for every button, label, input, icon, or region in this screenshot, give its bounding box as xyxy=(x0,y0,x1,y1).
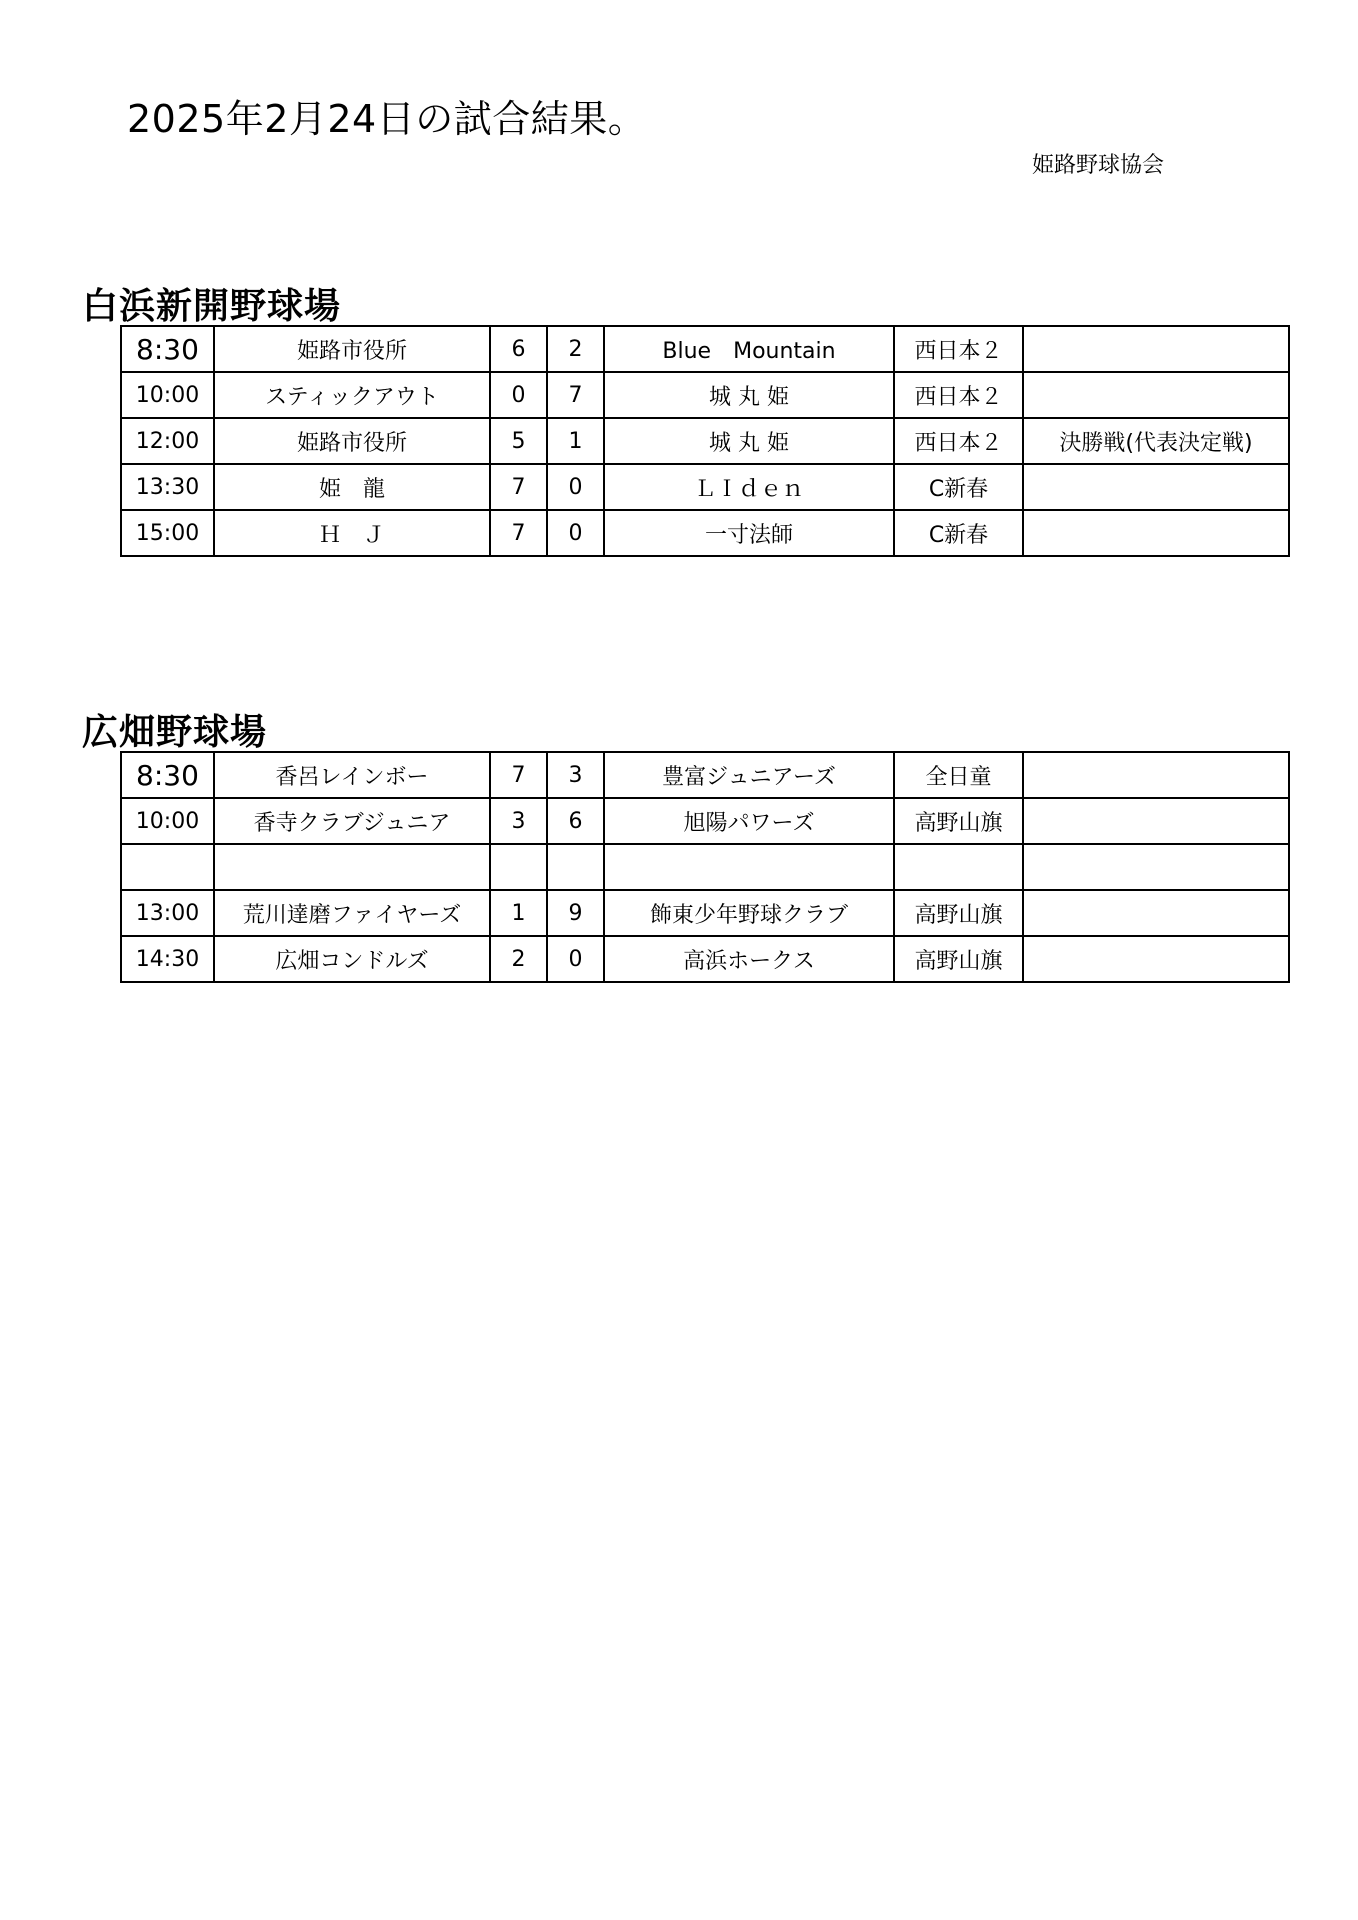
time-cell: 10:00 xyxy=(121,798,214,844)
note-cell xyxy=(1023,752,1289,798)
score1-cell: 7 xyxy=(490,752,547,798)
table-row xyxy=(121,798,1289,844)
team1-cell: 香寺クラブジュニア xyxy=(214,798,490,844)
score1-cell: 7 xyxy=(490,464,547,510)
score1-cell: 2 xyxy=(490,936,547,982)
league-cell: 西日本２ xyxy=(894,418,1023,464)
score1-cell: 0 xyxy=(490,372,547,418)
score2-cell: 0 xyxy=(547,936,604,982)
score2-cell: 2 xyxy=(547,326,604,372)
league-cell: 高野山旗 xyxy=(894,890,1023,936)
time-cell: 13:30 xyxy=(121,464,214,510)
team1-cell: 姫路市役所 xyxy=(214,326,490,372)
table-row xyxy=(121,936,1289,982)
time-cell: 10:00 xyxy=(121,372,214,418)
team2-cell: 飾東少年野球クラブ xyxy=(604,890,894,936)
league-cell: 全日童 xyxy=(894,752,1023,798)
team1-cell: 姫路市役所 xyxy=(214,418,490,464)
time-cell: 12:00 xyxy=(121,418,214,464)
note-cell xyxy=(1023,844,1289,890)
team1-cell xyxy=(214,844,490,890)
league-cell: 高野山旗 xyxy=(894,936,1023,982)
note-cell xyxy=(1023,510,1289,556)
team2-cell: 城 丸 姫 xyxy=(604,418,894,464)
note-cell: 決勝戦(代表決定戦) xyxy=(1023,418,1289,464)
team2-cell: 豊富ジュニアーズ xyxy=(604,752,894,798)
organization-name: 姫路野球協会 xyxy=(1032,153,1165,178)
score1-cell xyxy=(490,844,547,890)
score2-cell: 1 xyxy=(547,418,604,464)
team1-cell: 広畑コンドルズ xyxy=(214,936,490,982)
team1-cell: 荒川達磨ファイヤーズ xyxy=(214,890,490,936)
score2-cell: 6 xyxy=(547,798,604,844)
note-cell xyxy=(1023,464,1289,510)
time-cell: 8:30 xyxy=(121,752,214,798)
score1-cell: 1 xyxy=(490,890,547,936)
team1-cell: 香呂レインボー xyxy=(214,752,490,798)
score2-cell: 3 xyxy=(547,752,604,798)
results-table-hirohata xyxy=(120,751,1290,983)
table-row xyxy=(121,752,1289,798)
table-row xyxy=(121,326,1289,372)
time-cell: 13:00 xyxy=(121,890,214,936)
team2-cell: 高浜ホークス xyxy=(604,936,894,982)
score2-cell: 7 xyxy=(547,372,604,418)
team2-cell xyxy=(604,844,894,890)
page-title: 2025年2月24日の試合結果。 xyxy=(127,97,647,141)
score2-cell: 0 xyxy=(547,510,604,556)
team2-cell: ＬＩｄｅｎ xyxy=(604,464,894,510)
league-cell: 西日本２ xyxy=(894,372,1023,418)
note-cell xyxy=(1023,372,1289,418)
note-cell xyxy=(1023,798,1289,844)
table-row xyxy=(121,844,1289,890)
team1-cell: スティックアウト xyxy=(214,372,490,418)
team2-cell: 一寸法師 xyxy=(604,510,894,556)
score1-cell: 3 xyxy=(490,798,547,844)
score2-cell: 0 xyxy=(547,464,604,510)
table-row xyxy=(121,510,1289,556)
note-cell xyxy=(1023,890,1289,936)
note-cell xyxy=(1023,326,1289,372)
score2-cell: 9 xyxy=(547,890,604,936)
score1-cell: 7 xyxy=(490,510,547,556)
table-row xyxy=(121,464,1289,510)
time-cell: 14:30 xyxy=(121,936,214,982)
league-cell: 西日本２ xyxy=(894,326,1023,372)
venue-title: 白浜新開野球場 xyxy=(82,286,342,327)
team2-cell: Blue Mountain xyxy=(604,326,894,372)
time-cell: 8:30 xyxy=(121,326,214,372)
venue-title: 広畑野球場 xyxy=(82,712,268,753)
results-table-shirahama xyxy=(120,325,1290,557)
table-row xyxy=(121,372,1289,418)
table-row xyxy=(121,418,1289,464)
team1-cell: Ｈ Ｊ xyxy=(214,510,490,556)
time-cell xyxy=(121,844,214,890)
table-row xyxy=(121,890,1289,936)
time-cell: 15:00 xyxy=(121,510,214,556)
note-cell xyxy=(1023,936,1289,982)
score1-cell: 6 xyxy=(490,326,547,372)
team1-cell: 姫 龍 xyxy=(214,464,490,510)
league-cell xyxy=(894,844,1023,890)
team2-cell: 城 丸 姫 xyxy=(604,372,894,418)
league-cell: C新春 xyxy=(894,510,1023,556)
league-cell: 高野山旗 xyxy=(894,798,1023,844)
league-cell: C新春 xyxy=(894,464,1023,510)
score1-cell: 5 xyxy=(490,418,547,464)
team2-cell: 旭陽パワーズ xyxy=(604,798,894,844)
score2-cell xyxy=(547,844,604,890)
